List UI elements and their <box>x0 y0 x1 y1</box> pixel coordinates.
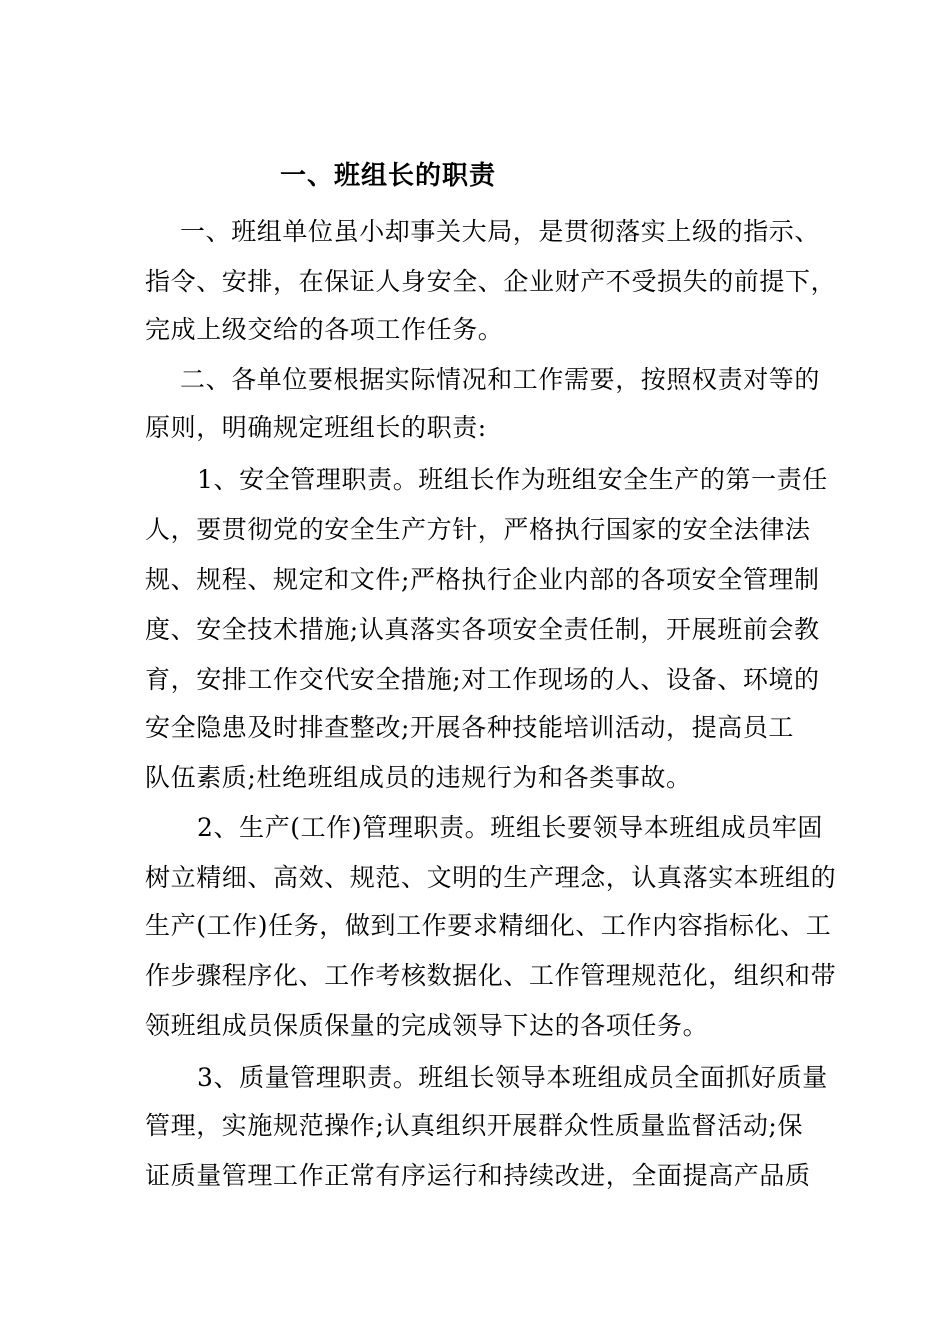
paragraph-line: 一、班组单位虽小却事关大局，是贯彻落实上级的指示、 <box>180 217 821 246</box>
paragraph-line: 3、质量管理职责。班组长领导本班组成员全面抓好质量 <box>197 1063 828 1092</box>
paragraph-line: 育，安排工作交代安全措施;对工作现场的人、设备、环境的 <box>145 665 820 694</box>
paragraph-line: 度、安全技术措施;认真落实各项安全责任制，开展班前会教 <box>145 615 820 644</box>
paragraph-line: 完成上级交给的各项工作任务。 <box>145 315 504 344</box>
paragraph-line: 管理，实施规范操作;认真组织开展群众性质量监督活动;保 <box>145 1111 804 1140</box>
paragraph-line: 人，要贯彻党的安全生产方针，严格执行国家的安全法律法 <box>145 515 811 544</box>
paragraph-line: 2、生产(工作)管理职责。班组长要领导本班组成员牢固 <box>197 813 824 842</box>
section-title: 一、班组长的职责 <box>280 161 497 191</box>
paragraph-line: 规、规程、规定和文件;严格执行企业内部的各项安全管理制 <box>145 565 820 594</box>
paragraph-line: 队伍素质;杜绝班组成员的违规行为和各类事故。 <box>145 763 692 792</box>
paragraph-line: 证质量管理工作正常有序运行和持续改进，全面提高产品质 <box>145 1161 811 1190</box>
paragraph-line: 指令、安排，在保证人身安全、企业财产不受损失的前提下， <box>145 267 837 296</box>
paragraph-line: 二、各单位要根据实际情况和工作需要，按照权责对等的 <box>180 365 821 394</box>
paragraph-line: 领班组成员保质保量的完成领导下达的各项任务。 <box>145 1011 709 1040</box>
paragraph-line: 安全隐患及时排查整改;开展各种技能培训活动，提高员工 <box>145 713 795 742</box>
paragraph-line: 1、安全管理职责。班组长作为班组安全生产的第一责任 <box>197 465 828 494</box>
paragraph-line: 树立精细、高效、规范、文明的生产理念，认真落实本班组的 <box>145 863 837 892</box>
paragraph-line: 原则，明确规定班组长的职责: <box>145 413 487 442</box>
paragraph-line: 作步骤程序化、工作考核数据化、工作管理规范化，组织和带 <box>145 961 837 990</box>
paragraph-line: 生产(工作)任务，做到工作要求精细化、工作内容指标化、工 <box>145 911 832 940</box>
